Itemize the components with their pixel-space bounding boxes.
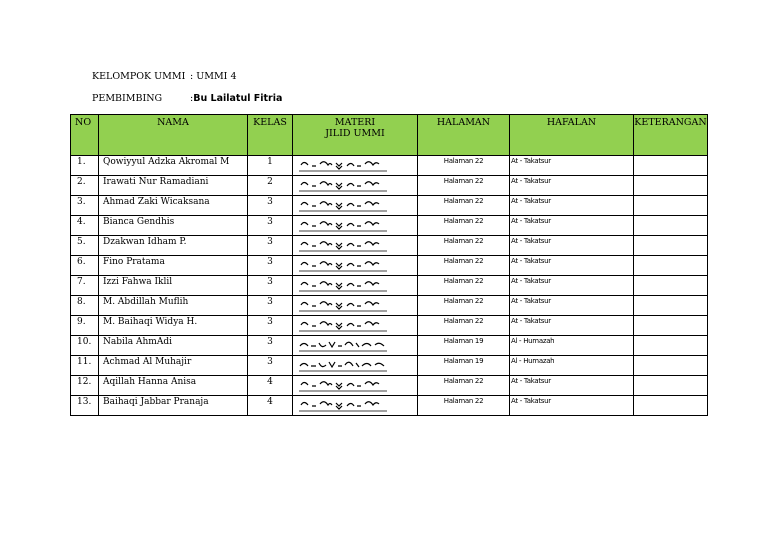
cell-keterangan bbox=[634, 236, 708, 256]
cell-keterangan bbox=[634, 356, 708, 376]
cell-no: 5. bbox=[71, 236, 99, 256]
cell-kelas: 3 bbox=[248, 236, 293, 256]
cell-keterangan bbox=[634, 336, 708, 356]
cell-materi bbox=[293, 336, 418, 356]
col-header-hafalan: HAFALAN bbox=[510, 115, 634, 156]
pembimbing-value: Bu Lailatul Fitria bbox=[193, 93, 283, 104]
table-row bbox=[71, 396, 708, 416]
cell-keterangan bbox=[634, 196, 708, 216]
cell-no: 3. bbox=[71, 196, 99, 216]
cell-keterangan bbox=[634, 376, 708, 396]
cell-keterangan bbox=[634, 396, 708, 416]
cell-halaman: Halaman 19 bbox=[418, 356, 510, 376]
cell-hafalan: At - Takatsur bbox=[510, 216, 634, 236]
cell-hafalan: At - Takatsur bbox=[510, 236, 634, 256]
cell-no: 6. bbox=[71, 256, 99, 276]
cell-halaman: Halaman 22 bbox=[418, 156, 510, 176]
cell-hafalan: Al - Humazah bbox=[510, 356, 634, 376]
cell-halaman: Halaman 22 bbox=[418, 376, 510, 396]
cell-no: 4. bbox=[71, 216, 99, 236]
col-header-materi-line2: JILID UMMI bbox=[325, 128, 385, 139]
cell-hafalan: At - Takatsur bbox=[510, 396, 634, 416]
col-header-keterangan: KETERANGAN bbox=[634, 115, 708, 156]
cell-kelas: 3 bbox=[248, 336, 293, 356]
cell-kelas: 1 bbox=[248, 156, 293, 176]
cell-materi bbox=[293, 176, 418, 196]
cell-no: 7. bbox=[71, 276, 99, 296]
cell-keterangan bbox=[634, 296, 708, 316]
kelompok-value: : UMMI 4 bbox=[190, 71, 237, 82]
cell-no: 9. bbox=[71, 316, 99, 336]
pembimbing-separator: : bbox=[190, 93, 194, 104]
table-row bbox=[71, 236, 708, 256]
col-header-kelas: KELAS bbox=[248, 115, 293, 156]
arabic-material-image bbox=[296, 397, 390, 413]
cell-nama: Aqillah Hanna Anisa bbox=[99, 376, 248, 396]
cell-halaman: Halaman 22 bbox=[418, 256, 510, 276]
cell-nama: Fino Pratama bbox=[99, 256, 248, 276]
cell-hafalan: At - Takatsur bbox=[510, 256, 634, 276]
arabic-material-image bbox=[296, 177, 390, 193]
cell-kelas: 3 bbox=[248, 196, 293, 216]
arabic-material-image bbox=[296, 377, 390, 393]
cell-materi bbox=[293, 256, 418, 276]
pembimbing-label: PEMBIMBING bbox=[92, 93, 163, 104]
cell-kelas: 3 bbox=[248, 256, 293, 276]
student-table bbox=[70, 114, 708, 416]
cell-kelas: 4 bbox=[248, 376, 293, 396]
cell-nama: Izzi Fahwa Iklil bbox=[99, 276, 248, 296]
table-row bbox=[71, 376, 708, 396]
cell-hafalan: Al - Humazah bbox=[510, 336, 634, 356]
table-row bbox=[71, 196, 708, 216]
table-body bbox=[71, 156, 708, 416]
col-header-halaman: HALAMAN bbox=[418, 115, 510, 156]
cell-nama: Baihaqi Jabbar Pranaja bbox=[99, 396, 248, 416]
cell-nama: M. Baihaqi Widya H. bbox=[99, 316, 248, 336]
cell-halaman: Halaman 22 bbox=[418, 196, 510, 216]
arabic-material-image bbox=[296, 237, 390, 253]
cell-materi bbox=[293, 236, 418, 256]
cell-halaman: Halaman 19 bbox=[418, 336, 510, 356]
cell-no: 12. bbox=[71, 376, 99, 396]
cell-kelas: 3 bbox=[248, 356, 293, 376]
arabic-material-image bbox=[296, 257, 390, 273]
cell-keterangan bbox=[634, 156, 708, 176]
table-row bbox=[71, 336, 708, 356]
meta-kelompok bbox=[92, 71, 237, 82]
cell-halaman: Halaman 22 bbox=[418, 216, 510, 236]
cell-materi bbox=[293, 316, 418, 336]
table-row bbox=[71, 216, 708, 236]
cell-halaman: Halaman 22 bbox=[418, 176, 510, 196]
cell-no: 13. bbox=[71, 396, 99, 416]
table-header-row bbox=[71, 115, 708, 156]
cell-hafalan: At - Takatsur bbox=[510, 196, 634, 216]
arabic-material-image bbox=[296, 157, 390, 173]
arabic-material-image bbox=[296, 317, 390, 333]
cell-kelas: 3 bbox=[248, 216, 293, 236]
table-row bbox=[71, 256, 708, 276]
cell-keterangan bbox=[634, 256, 708, 276]
arabic-material-image bbox=[296, 277, 390, 293]
cell-halaman: Halaman 22 bbox=[418, 316, 510, 336]
cell-kelas: 3 bbox=[248, 316, 293, 336]
cell-materi bbox=[293, 376, 418, 396]
cell-no: 11. bbox=[71, 356, 99, 376]
col-header-materi bbox=[293, 115, 418, 156]
cell-materi bbox=[293, 276, 418, 296]
cell-nama: M. Abdillah Muflih bbox=[99, 296, 248, 316]
cell-kelas: 2 bbox=[248, 176, 293, 196]
cell-materi bbox=[293, 396, 418, 416]
cell-keterangan bbox=[634, 276, 708, 296]
cell-no: 2. bbox=[71, 176, 99, 196]
cell-hafalan: At - Takatsur bbox=[510, 276, 634, 296]
cell-nama: Dzakwan Idham P. bbox=[99, 236, 248, 256]
cell-nama: Irawati Nur Ramadiani bbox=[99, 176, 248, 196]
cell-hafalan: At - Takatsur bbox=[510, 156, 634, 176]
cell-hafalan: At - Takatsur bbox=[510, 376, 634, 396]
arabic-material-image bbox=[296, 297, 390, 313]
col-header-no: NO bbox=[71, 115, 99, 156]
cell-hafalan: At - Takatsur bbox=[510, 316, 634, 336]
cell-hafalan: At - Takatsur bbox=[510, 176, 634, 196]
cell-no: 10. bbox=[71, 336, 99, 356]
cell-hafalan: At - Takatsur bbox=[510, 296, 634, 316]
cell-no: 8. bbox=[71, 296, 99, 316]
cell-kelas: 3 bbox=[248, 276, 293, 296]
cell-halaman: Halaman 22 bbox=[418, 236, 510, 256]
table-row bbox=[71, 316, 708, 336]
cell-materi bbox=[293, 216, 418, 236]
arabic-material-image bbox=[296, 337, 390, 353]
table-row bbox=[71, 356, 708, 376]
cell-materi bbox=[293, 156, 418, 176]
cell-nama: Bianca Gendhis bbox=[99, 216, 248, 236]
cell-nama: Nabila AhmAdi bbox=[99, 336, 248, 356]
table-row bbox=[71, 156, 708, 176]
cell-halaman: Halaman 22 bbox=[418, 276, 510, 296]
cell-kelas: 3 bbox=[248, 296, 293, 316]
cell-keterangan bbox=[634, 216, 708, 236]
cell-materi bbox=[293, 356, 418, 376]
cell-keterangan bbox=[634, 316, 708, 336]
meta-pembimbing bbox=[92, 93, 282, 104]
cell-kelas: 4 bbox=[248, 396, 293, 416]
arabic-material-image bbox=[296, 197, 390, 213]
arabic-material-image bbox=[296, 357, 390, 373]
cell-no: 1. bbox=[71, 156, 99, 176]
cell-materi bbox=[293, 196, 418, 216]
col-header-materi-line1: MATERI bbox=[334, 117, 376, 128]
arabic-material-image bbox=[296, 217, 390, 233]
cell-nama: Ahmad Zaki Wicaksana bbox=[99, 196, 248, 216]
table-row bbox=[71, 276, 708, 296]
kelompok-label: KELOMPOK UMMI bbox=[92, 71, 186, 82]
cell-nama: Qowiyyul Adzka Akromal M bbox=[99, 156, 248, 176]
col-header-nama: NAMA bbox=[99, 115, 248, 156]
cell-halaman: Halaman 22 bbox=[418, 396, 510, 416]
cell-materi bbox=[293, 296, 418, 316]
cell-keterangan bbox=[634, 176, 708, 196]
cell-halaman: Halaman 22 bbox=[418, 296, 510, 316]
cell-nama: Achmad Al Muhajir bbox=[99, 356, 248, 376]
table-row bbox=[71, 176, 708, 196]
table-row bbox=[71, 296, 708, 316]
